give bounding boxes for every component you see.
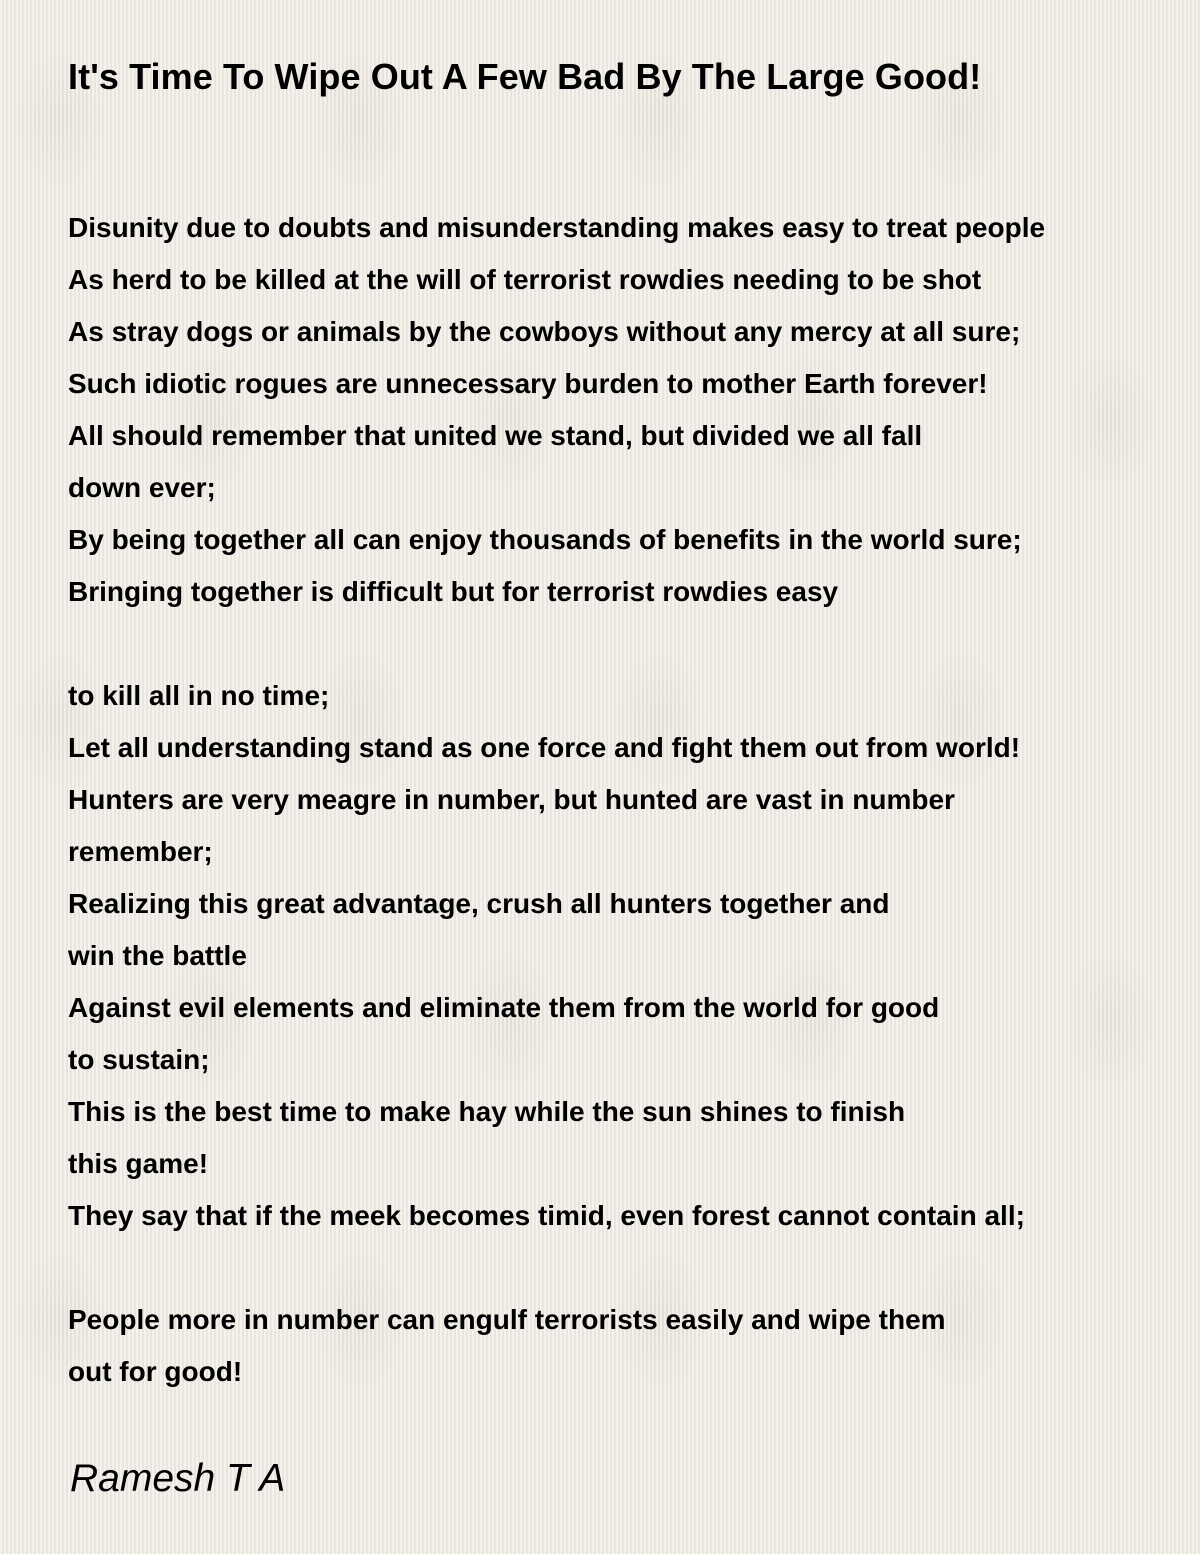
poem-line: Hunters are very meagre in number, but hunted are vast in number bbox=[68, 784, 955, 815]
poem-line: By being together all can enjoy thousands of benefits in the world sure; bbox=[68, 524, 1022, 555]
poem-stanza-break bbox=[68, 1242, 1200, 1294]
poem-line: They say that if the meek becomes timid, even forest cannot contain all; bbox=[68, 1200, 1025, 1231]
poem-title: It's Time To Wipe Out A Few Bad By The Large Good! bbox=[68, 56, 982, 97]
poem-line: Disunity due to doubts and misunderstanding makes easy to treat people bbox=[68, 212, 1046, 243]
poem-line: win the battle bbox=[68, 940, 247, 971]
poem-line: out for good! bbox=[68, 1356, 243, 1387]
poem-line: to sustain; bbox=[68, 1044, 210, 1075]
poem-line: this game! bbox=[68, 1148, 209, 1179]
poem-line: Such idiotic rogues are unnecessary burden to mother Earth forever! bbox=[68, 368, 988, 399]
poem-stanza-break bbox=[68, 618, 1200, 670]
poem-line: As stray dogs or animals by the cowboys without any mercy at all sure; bbox=[68, 316, 1021, 347]
poem-line: to kill all in no time; bbox=[68, 680, 330, 711]
poem-line: People more in number can engulf terrorists easily and wipe them bbox=[68, 1304, 946, 1335]
poem-line: Realizing this great advantage, crush all hunters together and bbox=[68, 888, 890, 919]
poem-body bbox=[68, 202, 1200, 1398]
poem-line: This is the best time to make hay while the sun shines to finish bbox=[68, 1096, 906, 1127]
poem-line: remember; bbox=[68, 836, 213, 867]
poem-line: Bringing together is difficult but for terrorist rowdies easy bbox=[68, 576, 839, 607]
poem-author: Ramesh T A bbox=[70, 1457, 286, 1500]
poem-line: Let all understanding stand as one force and fight them out from world! bbox=[68, 732, 1021, 763]
poem-line: Against evil elements and eliminate them from the world for good bbox=[68, 992, 940, 1023]
poem-line: All should remember that united we stand, but divided we all fall bbox=[68, 420, 923, 451]
poem-line: As herd to be killed at the will of terrorist rowdies needing to be shot bbox=[68, 264, 982, 295]
poem-line: down ever; bbox=[68, 472, 216, 503]
